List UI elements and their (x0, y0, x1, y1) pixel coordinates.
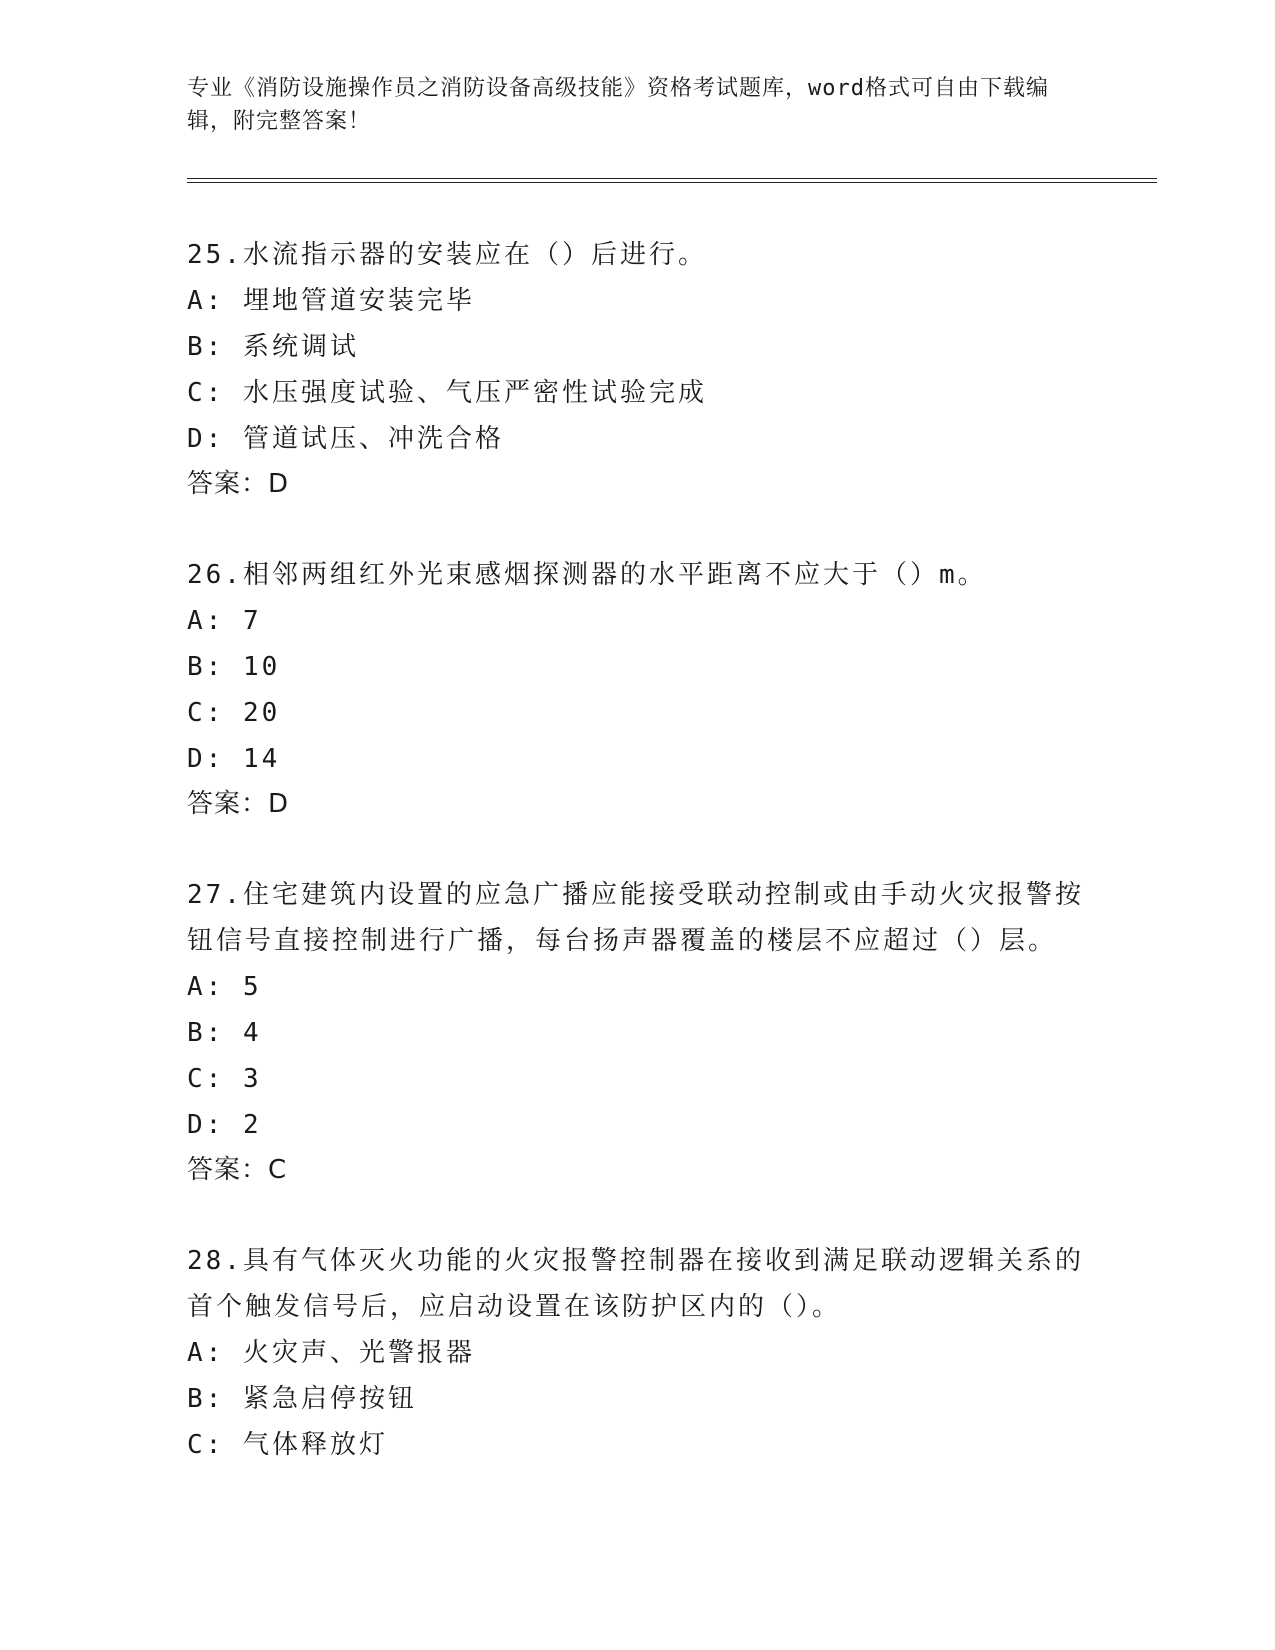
question-28 (187, 1238, 1087, 1468)
question-list (187, 232, 1087, 1514)
answer: 答案：C (187, 1155, 288, 1185)
question-stem: 25.水流指示器的安装应在（）后进行。 (187, 240, 707, 270)
option-c: C: 水压强度试验、气压严密性试验完成 (187, 378, 707, 408)
question-stem: 27.住宅建筑内设置的应急广播应能接受联动控制或由手动火灾报警按钮信号直接控制进行广播，每台扬声器覆盖的楼层不应超过（）层。 (187, 880, 1084, 956)
option-d: D: 管道试压、冲洗合格 (187, 424, 504, 454)
question-27 (187, 872, 1087, 1192)
question-stem: 26.相邻两组红外光束感烟探测器的水平距离不应大于（）m。 (187, 560, 987, 590)
header-divider (187, 178, 1157, 183)
option-a: A: 埋地管道安装完毕 (187, 286, 475, 316)
option-c: C: 气体释放灯 (187, 1430, 388, 1460)
option-a: A: 5 (187, 972, 262, 1002)
option-b: B: 系统调试 (187, 332, 359, 362)
document-header: 专业《消防设施操作员之消防设备高级技能》资格考试题库，word格式可自由下载编辑，附完整答案！ (187, 76, 1049, 134)
option-a: A: 7 (187, 606, 262, 636)
option-c: C: 3 (187, 1064, 262, 1094)
question-26 (187, 552, 1087, 826)
answer: 答案：D (187, 469, 290, 499)
option-c: C: 20 (187, 698, 281, 728)
question-25 (187, 232, 1087, 506)
answer: 答案：D (187, 789, 290, 819)
option-b: B: 4 (187, 1018, 262, 1048)
question-stem: 28.具有气体灭火功能的火灾报警控制器在接收到满足联动逻辑关系的首个触发信号后，应启动设置在该防护区内的（）。 (187, 1246, 1084, 1322)
option-d: D: 14 (187, 744, 281, 774)
option-d: D: 2 (187, 1110, 262, 1140)
option-a: A: 火灾声、光警报器 (187, 1338, 475, 1368)
option-b: B: 紧急启停按钮 (187, 1384, 417, 1414)
option-b: B: 10 (187, 652, 281, 682)
